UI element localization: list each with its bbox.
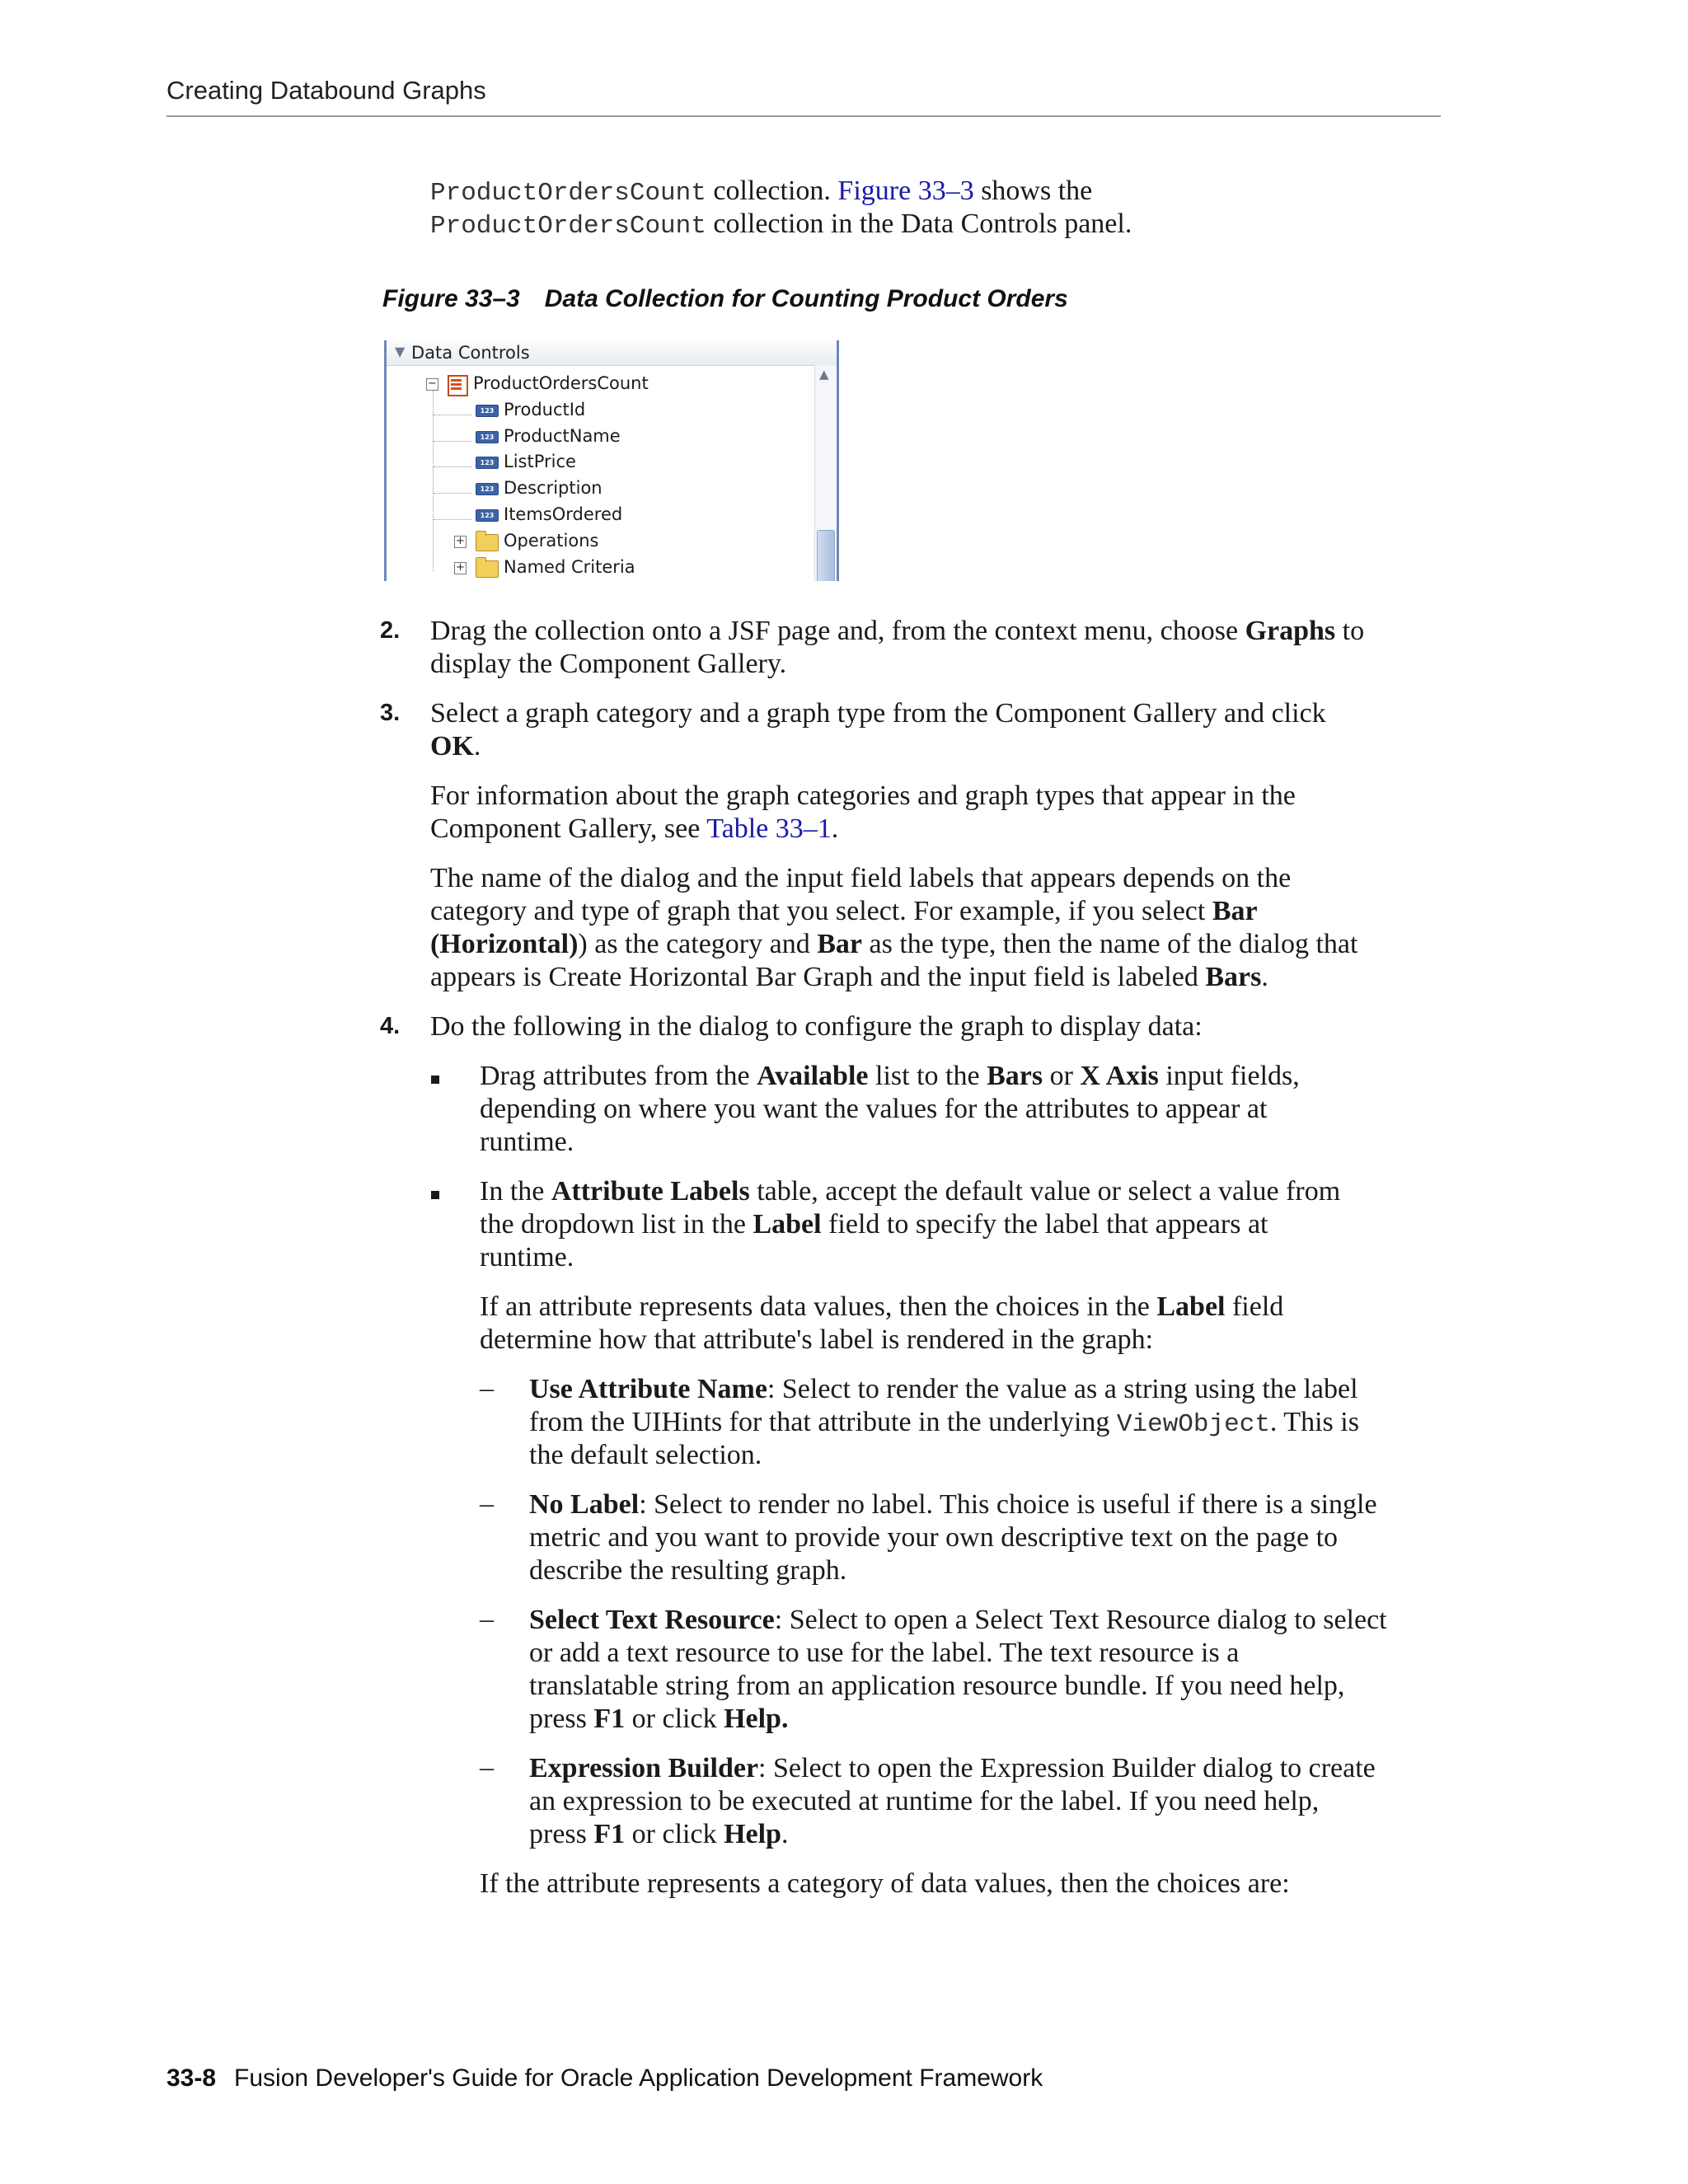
tree-row-collection[interactable]: [387, 372, 799, 396]
attribute-icon: 123: [476, 405, 499, 417]
bullet-1-line-1: Drag attributes from the Available list to the Bars or X Axis input fields,: [480, 1061, 1300, 1091]
step-3-note-2-line-4: appears is Create Horizontal Bar Graph and the input field is labeled Bars.: [430, 962, 1268, 992]
step-3-line-2: OK.: [430, 731, 481, 762]
collapse-triangle-icon[interactable]: ▼: [395, 344, 406, 359]
page-footer: [166, 2064, 1043, 2093]
step-2-line-2: display the Component Gallery.: [430, 649, 787, 679]
bullet-1-line-2: depending on where you want the values for the attributes to appear at: [480, 1094, 1268, 1124]
option-no-label-line-3: describe the resulting graph.: [529, 1555, 847, 1586]
step-number: 3.: [380, 700, 401, 726]
intro-line-1: ProductOrdersCount collection. Figure 33–3 shows the: [430, 176, 1093, 208]
step-3-note-1-line-2: Component Gallery, see Table 33–1.: [430, 813, 839, 844]
intro-line-2: ProductOrdersCount collection in the Data Controls panel.: [430, 209, 1132, 241]
dash-marker: –: [480, 1373, 494, 1404]
attribute-icon: 123: [476, 509, 499, 522]
collection-label: ProductOrdersCount: [473, 373, 649, 393]
tree-row-attribute[interactable]: 123 ListPrice: [387, 450, 799, 475]
option-expression-builder-line-3: press F1 or click Help.: [529, 1819, 789, 1849]
tree-row-attribute[interactable]: 123 ItemsOrdered: [387, 503, 799, 527]
header-rule: [166, 115, 1441, 117]
page-number: 33-8: [166, 2064, 217, 2092]
step-3-note-2-line-3: (Horizontal)) as the category and Bar as the type, then the name of the dialog that: [430, 929, 1358, 959]
dash-marker: –: [480, 1488, 494, 1519]
collapse-icon[interactable]: −: [426, 378, 438, 391]
attribute-icon: 123: [476, 483, 499, 495]
ui-term: Graphs: [1245, 616, 1336, 646]
option-select-text-resource-line-1: Select Text Resource: Select to open a Select Text Resource dialog to select: [529, 1605, 1387, 1635]
dash-marker: –: [480, 1752, 494, 1783]
closing-paragraph: If the attribute represents a category of data values, then the choices are:: [480, 1868, 1290, 1899]
step-4-line-1: Do the following in the dialog to configure the graph to display data:: [430, 1011, 1203, 1042]
attribute-icon: 123: [476, 457, 499, 469]
option-expression-builder-line-1: Expression Builder: Select to open the Expression Builder dialog to create: [529, 1753, 1376, 1783]
option-no-label-line-1: No Label: Select to render no label. This choice is useful if there is a single: [529, 1489, 1377, 1520]
book-title: Fusion Developer's Guide for Oracle Application Development Framework: [234, 2064, 1043, 2092]
step-3-line-1: Select a graph category and a graph type from the Component Gallery and click: [430, 698, 1326, 729]
step-3-note-1-line-1: For information about the graph categories and graph types that appear in the: [430, 780, 1296, 811]
figure-title: Data Collection for Counting Product Orders: [544, 285, 1068, 312]
option-no-label-line-2: metric and you want to provide your own descriptive text on the page to: [529, 1522, 1339, 1553]
step-2-line-1: Drag the collection onto a JSF page and, from the context menu, choose Graphs to: [430, 616, 1365, 646]
tree-row-folder-named-criteria[interactable]: + Named Criteria: [387, 555, 799, 580]
tree-row-folder-operations[interactable]: + Operations: [387, 529, 799, 554]
expand-icon[interactable]: +: [454, 562, 467, 574]
bullet-1-line-3: runtime.: [480, 1127, 574, 1157]
panel-header[interactable]: [387, 340, 837, 366]
option-use-attribute-name-line-2: from the UIHints for that attribute in the underlying ViewObject. This is: [529, 1407, 1359, 1439]
bullet-2-line-3: runtime.: [480, 1242, 574, 1272]
running-header: Creating Databound Graphs: [166, 76, 486, 105]
step-3-note-2-line-2: category and type of graph that you select. For example, if you select Bar: [430, 896, 1258, 926]
dash-marker: –: [480, 1604, 494, 1634]
tree-row-attribute[interactable]: 123 ProductName: [387, 424, 799, 449]
ui-term: OK: [430, 731, 474, 762]
panel-title: Data Controls: [411, 343, 530, 363]
data-collection-icon: [448, 375, 468, 396]
option-expression-builder-line-2: an expression to be executed at runtime for the label. If you need help,: [529, 1786, 1320, 1816]
folder-icon: [476, 560, 499, 578]
scroll-up-icon[interactable]: ▲: [819, 367, 829, 382]
option-select-text-resource-line-2: or add a text resource to use for the label. The text resource is a: [529, 1638, 1240, 1668]
step-3-note-2-line-1: The name of the dialog and the input field labels that appears depends on the: [430, 863, 1292, 893]
option-select-text-resource-line-3: translatable string from an application resource bundle. If you need help,: [529, 1671, 1345, 1701]
figure-caption: [382, 285, 1068, 313]
figure-link[interactable]: Figure 33–3: [837, 176, 974, 206]
tree-row-attribute[interactable]: 123 Description: [387, 476, 799, 501]
code-collection-name: ProductOrdersCount: [430, 212, 706, 241]
attribute-icon: 123: [476, 431, 499, 443]
expand-icon[interactable]: +: [454, 536, 467, 548]
code-viewobject: ViewObject: [1116, 1410, 1270, 1439]
step-number: 4.: [380, 1013, 401, 1039]
step-number: 2.: [380, 617, 401, 644]
option-use-attribute-name-line-1: Use Attribute Name: Select to render the value as a string using the label: [529, 1374, 1358, 1404]
folder-icon: [476, 534, 499, 551]
scroll-thumb[interactable]: [817, 530, 835, 581]
bullet-icon: [431, 1076, 439, 1084]
bullet-2-note-line-1: If an attribute represents data values, then the choices in the Label field: [480, 1291, 1284, 1322]
bullet-2-note-line-2: determine how that attribute's label is rendered in the graph:: [480, 1324, 1154, 1355]
table-link[interactable]: Table 33–1: [706, 813, 832, 844]
bullet-icon: [431, 1191, 439, 1199]
option-select-text-resource-line-4: press F1 or click Help.: [529, 1704, 789, 1734]
tree-row-attribute[interactable]: 123 ProductId: [387, 398, 799, 423]
bullet-2-line-2: the dropdown list in the Label field to specify the label that appears at: [480, 1209, 1268, 1240]
figure-number: Figure 33–3: [382, 285, 520, 312]
code-collection-name: ProductOrdersCount: [430, 179, 706, 208]
option-use-attribute-name-line-3: the default selection.: [529, 1440, 762, 1470]
vertical-scrollbar[interactable]: [814, 365, 837, 581]
data-controls-panel: [384, 340, 839, 581]
bullet-2-line-1: In the Attribute Labels table, accept the default value or select a value from: [480, 1176, 1341, 1207]
